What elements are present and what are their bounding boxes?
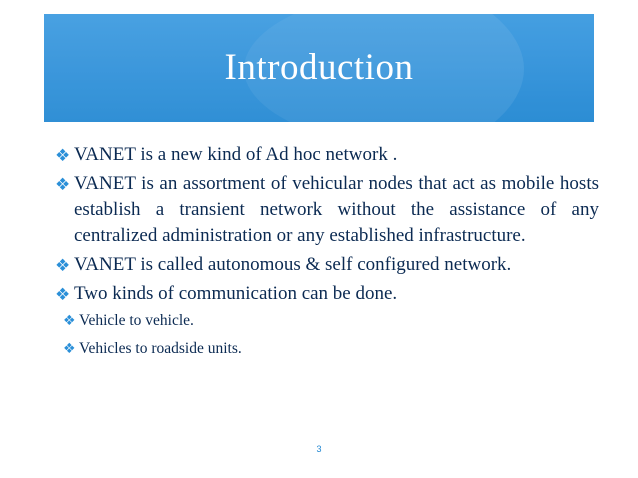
diamond-bullet-icon: ❖ [63, 341, 76, 357]
sub-bullet-text: Vehicle to vehicle. [79, 312, 194, 329]
diamond-bullet-icon: ❖ [55, 175, 71, 195]
bullet-text: VANET is an assortment of vehicular nodes that act as mobile hosts establish a transient network without the assistance of any centralized administration or any established infrastructure. [74, 173, 599, 246]
title-banner [44, 14, 594, 122]
sub-bullet-item [63, 338, 599, 360]
bullet-text: VANET is a new kind of Ad hoc network . [74, 144, 398, 165]
page-number: 3 [316, 444, 322, 454]
bullet-item [55, 281, 599, 307]
sub-bullet-item [63, 310, 599, 332]
slide-title: Introduction [224, 47, 414, 88]
diamond-bullet-icon: ❖ [55, 146, 71, 166]
diamond-bullet-icon: ❖ [55, 285, 71, 305]
bullet-text: VANET is called autonomous & self configured network. [74, 254, 512, 275]
diamond-bullet-icon: ❖ [63, 313, 76, 329]
bullet-text: Two kinds of communication can be done. [74, 283, 398, 304]
bullet-item [55, 171, 599, 249]
bullet-item [55, 252, 599, 278]
bullet-item [55, 142, 599, 168]
slide-body [55, 142, 599, 366]
diamond-bullet-icon: ❖ [55, 256, 71, 276]
sub-bullet-text: Vehicles to roadside units. [79, 340, 242, 357]
